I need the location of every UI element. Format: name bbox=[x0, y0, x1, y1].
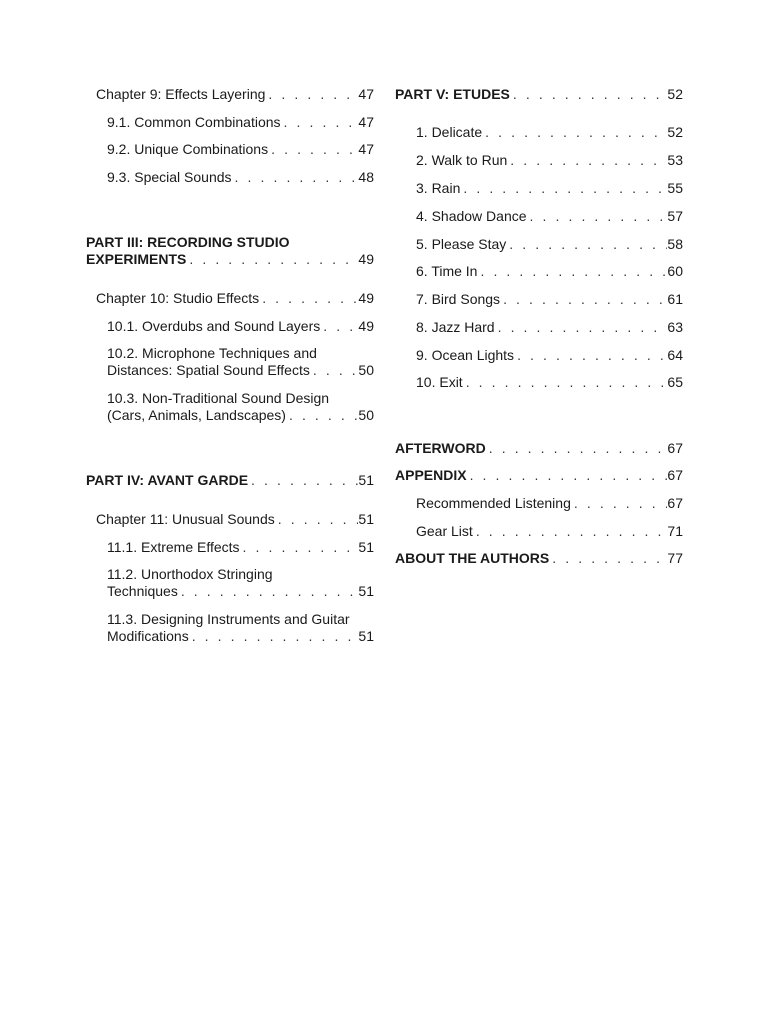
entry-title: 5. Please Stay bbox=[416, 236, 507, 252]
dot-leader bbox=[186, 251, 358, 268]
entry-title: 6. Time In bbox=[416, 263, 478, 279]
entry-page: 52 bbox=[667, 86, 683, 102]
dot-leader bbox=[268, 141, 358, 158]
toc-entry-etude-7[interactable] bbox=[395, 291, 683, 308]
dot-leader bbox=[467, 467, 667, 484]
entry-page: 67 bbox=[667, 495, 683, 511]
toc-entry-etude-2[interactable] bbox=[395, 152, 683, 169]
dot-leader bbox=[486, 440, 667, 457]
toc-entry-part-v[interactable] bbox=[395, 86, 683, 103]
entry-page: 67 bbox=[667, 467, 683, 483]
entry-title: Chapter 9: Effects Layering bbox=[96, 86, 266, 102]
dot-leader bbox=[507, 152, 667, 169]
entry-page: 51 bbox=[358, 539, 374, 555]
dot-leader bbox=[482, 124, 667, 141]
entry-page: 47 bbox=[358, 86, 374, 102]
entry-page: 57 bbox=[667, 208, 683, 224]
entry-title: APPENDIX bbox=[395, 467, 467, 483]
dot-leader bbox=[463, 374, 667, 391]
toc-entry-11-1[interactable] bbox=[86, 539, 374, 556]
dot-leader bbox=[281, 114, 358, 131]
entry-title: PART IV: AVANT GARDE bbox=[86, 472, 249, 488]
toc-entry-recommended-listening[interactable] bbox=[395, 495, 683, 512]
entry-page: 67 bbox=[667, 440, 683, 456]
entry-page: 53 bbox=[667, 152, 683, 168]
entry-title: PART V: ETUDES bbox=[395, 86, 510, 102]
entry-page: 58 bbox=[667, 236, 683, 252]
entry-title: 8. Jazz Hard bbox=[416, 319, 495, 335]
entry-title: 10.1. Overdubs and Sound Layers bbox=[107, 318, 321, 334]
entry-title: 4. Shadow Dance bbox=[416, 208, 527, 224]
dot-leader bbox=[259, 290, 358, 307]
entry-title: Techniques bbox=[107, 583, 178, 599]
entry-title: Gear List bbox=[416, 523, 473, 539]
entry-title: ABOUT THE AUTHORS bbox=[395, 550, 550, 566]
entry-title: 9.3. Special Sounds bbox=[107, 169, 232, 185]
entry-title: Recommended Listening bbox=[416, 495, 571, 511]
entry-page: 48 bbox=[358, 169, 374, 185]
dot-leader bbox=[286, 407, 358, 424]
toc-entry-etude-8[interactable] bbox=[395, 319, 683, 336]
toc-entry-11-3[interactable] bbox=[86, 611, 374, 645]
entry-title: (Cars, Animals, Landscapes) bbox=[107, 407, 286, 423]
entry-title-line-1: PART III: RECORDING STUDIO bbox=[86, 234, 290, 250]
dot-leader bbox=[189, 628, 358, 645]
entry-page: 47 bbox=[358, 141, 374, 157]
entry-page: 51 bbox=[358, 472, 374, 488]
dot-leader bbox=[232, 169, 358, 186]
entry-title: Chapter 10: Studio Effects bbox=[96, 290, 260, 306]
entry-title: EXPERIMENTS bbox=[86, 251, 187, 267]
dot-leader bbox=[473, 523, 667, 540]
entry-page: 51 bbox=[358, 583, 374, 599]
toc-entry-part-iv[interactable] bbox=[86, 472, 374, 489]
toc-entry-etude-6[interactable] bbox=[395, 263, 683, 280]
toc-entry-9-2[interactable] bbox=[86, 141, 374, 158]
entry-title-line-1: 11.3. Designing Instruments and Guitar bbox=[107, 611, 350, 627]
toc-entry-afterword[interactable] bbox=[395, 440, 683, 457]
dot-leader bbox=[248, 472, 358, 489]
entry-page: 71 bbox=[667, 523, 683, 539]
entry-title: Chapter 11: Unusual Sounds bbox=[96, 511, 275, 527]
entry-page: 49 bbox=[358, 318, 374, 334]
entry-page: 50 bbox=[358, 407, 374, 423]
toc-entry-9-3[interactable] bbox=[86, 169, 374, 186]
entry-page: 55 bbox=[667, 180, 683, 196]
entry-page: 49 bbox=[358, 290, 374, 306]
entry-title: 11.1. Extreme Effects bbox=[107, 539, 240, 555]
toc-entry-11-2[interactable] bbox=[86, 566, 374, 600]
dot-leader bbox=[549, 550, 667, 567]
dot-leader bbox=[571, 495, 667, 512]
toc-entry-chapter-11[interactable] bbox=[86, 511, 374, 528]
entry-page: 63 bbox=[667, 319, 683, 335]
toc-entry-about-the-authors[interactable] bbox=[395, 550, 683, 567]
entry-page: 47 bbox=[358, 114, 374, 130]
entry-page: 65 bbox=[667, 374, 683, 390]
dot-leader bbox=[477, 263, 667, 280]
entry-page: 61 bbox=[667, 291, 683, 307]
toc-entry-10-3[interactable] bbox=[86, 390, 374, 424]
toc-entry-etude-10[interactable] bbox=[395, 374, 683, 391]
entry-title: 2. Walk to Run bbox=[416, 152, 508, 168]
dot-leader bbox=[275, 511, 358, 528]
toc-entry-etude-5[interactable] bbox=[395, 236, 683, 253]
dot-leader bbox=[178, 583, 358, 600]
entry-title-line-1: 11.2. Unorthodox Stringing bbox=[107, 566, 273, 582]
toc-entry-etude-3[interactable] bbox=[395, 180, 683, 197]
entry-title: 9. Ocean Lights bbox=[416, 347, 515, 363]
dot-leader bbox=[320, 318, 358, 335]
entry-page: 49 bbox=[358, 251, 374, 267]
entry-title: 1. Delicate bbox=[416, 124, 483, 140]
toc-entry-etude-4[interactable] bbox=[395, 208, 683, 225]
dot-leader bbox=[527, 208, 667, 225]
dot-leader bbox=[240, 539, 358, 556]
toc-entry-gear-list[interactable] bbox=[395, 523, 683, 540]
toc-entry-etude-1[interactable] bbox=[395, 124, 683, 141]
entry-title: Distances: Spatial Sound Effects bbox=[107, 362, 310, 378]
entry-page: 60 bbox=[667, 263, 683, 279]
entry-page: 51 bbox=[358, 628, 374, 644]
toc-entry-10-2[interactable] bbox=[86, 345, 374, 379]
entry-page: 51 bbox=[358, 511, 374, 527]
entry-title: 10. Exit bbox=[416, 374, 463, 390]
entry-title: AFTERWORD bbox=[395, 440, 486, 456]
toc-entry-etude-9[interactable] bbox=[395, 347, 683, 364]
toc-entry-appendix[interactable] bbox=[395, 467, 683, 484]
dot-leader bbox=[310, 362, 358, 379]
entry-title: 7. Bird Songs bbox=[416, 291, 501, 307]
toc-entry-chapter-9[interactable] bbox=[86, 86, 374, 103]
entry-page: 52 bbox=[667, 124, 683, 140]
entry-title-line-1: 10.2. Microphone Techniques and bbox=[107, 345, 317, 361]
entry-title: 3. Rain bbox=[416, 180, 461, 196]
toc-entry-chapter-10[interactable] bbox=[86, 290, 374, 307]
entry-title: 9.1. Common Combinations bbox=[107, 114, 281, 130]
dot-leader bbox=[510, 86, 667, 103]
toc-entry-10-1[interactable] bbox=[86, 318, 374, 335]
dot-leader bbox=[495, 319, 667, 336]
entry-title-line-1: 10.3. Non-Traditional Sound Design bbox=[107, 390, 330, 406]
dot-leader bbox=[506, 236, 667, 253]
entry-page: 64 bbox=[667, 347, 683, 363]
toc-entry-9-1[interactable] bbox=[86, 114, 374, 131]
dot-leader bbox=[460, 180, 667, 197]
entry-title: 9.2. Unique Combinations bbox=[107, 141, 269, 157]
dot-leader bbox=[265, 86, 358, 103]
entry-title: Modifications bbox=[107, 628, 189, 644]
dot-leader bbox=[500, 291, 667, 308]
toc-entry-part-iii[interactable] bbox=[86, 234, 374, 268]
entry-page: 50 bbox=[358, 362, 374, 378]
dot-leader bbox=[514, 347, 667, 364]
entry-page: 77 bbox=[667, 550, 683, 566]
